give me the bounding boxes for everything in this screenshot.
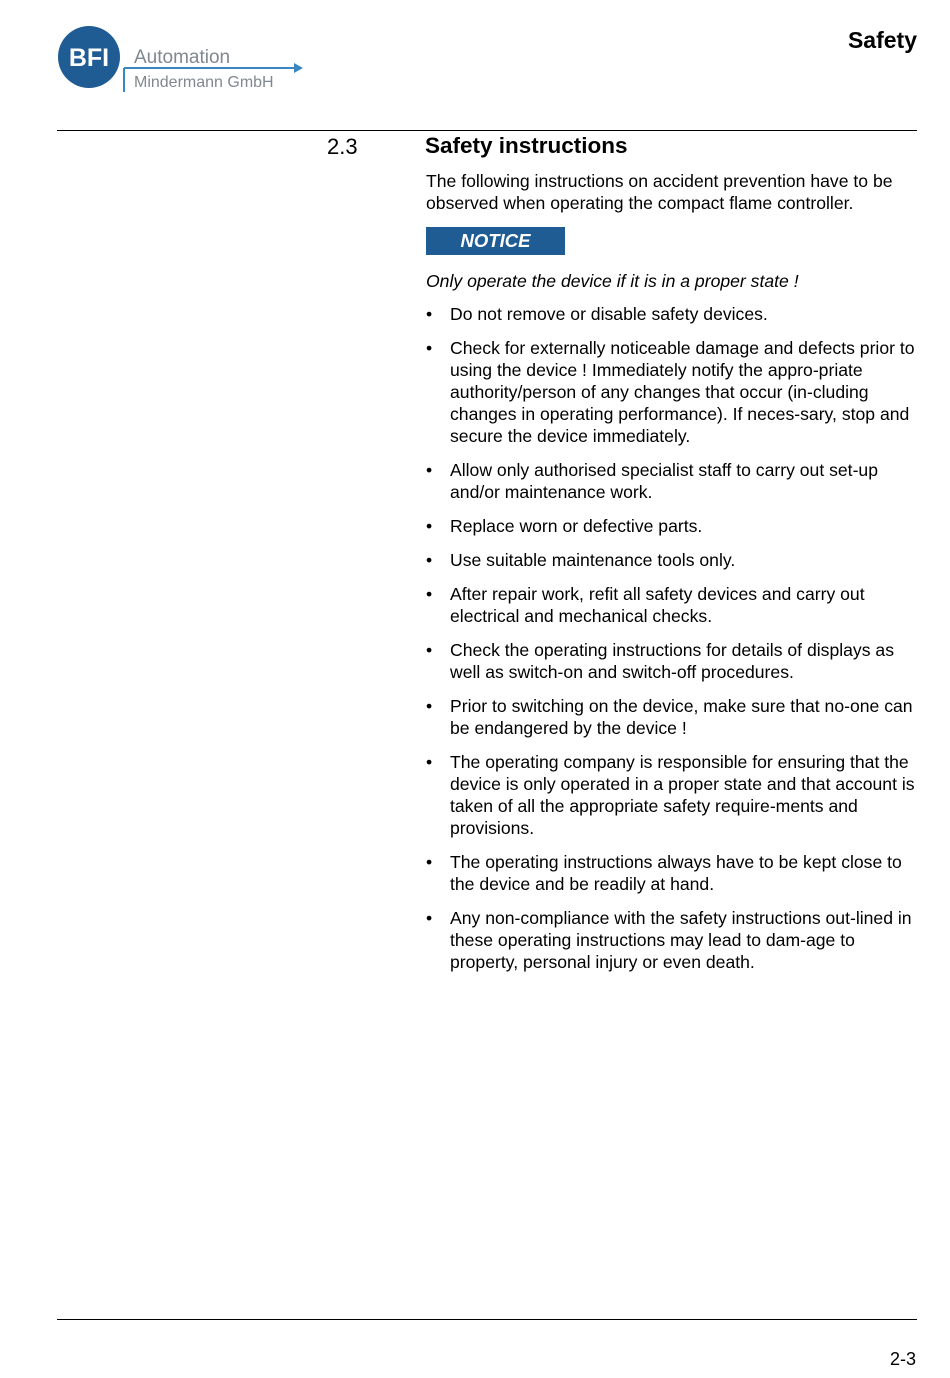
logo-line2: Mindermann GmbH — [134, 74, 274, 91]
list-item-text: Check for externally noticeable damage and defects prior to using the device ! Immediately notify the appro-priate authority/person of any changes that occur (in-cluding changes in operating performance). If neces-sary, stop and secure the device immediately. — [450, 338, 915, 446]
section-title: Safety instructions — [425, 133, 628, 158]
footer-divider — [57, 1319, 917, 1320]
notice-text: Only operate the device if it is in a proper state ! — [426, 271, 799, 291]
list-item — [426, 695, 918, 739]
intro-paragraph: The following instructions on accident prevention have to be observed when operating the compact flame controller. — [426, 171, 893, 213]
list-item-text: Allow only authorised specialist staff to carry out set-up and/or maintenance work. — [450, 460, 878, 502]
list-item — [426, 639, 918, 683]
list-item-text: Replace worn or defective parts. — [450, 516, 703, 536]
bullet-icon: • — [426, 696, 433, 716]
section-content — [426, 170, 918, 985]
bullet-icon: • — [426, 852, 433, 872]
list-item-text: The operating instructions always have to be kept close to the device and be readily at hand. — [450, 852, 902, 894]
section-number: 2.3 — [327, 134, 358, 159]
list-item-text: Any non-compliance with the safety instructions out-lined in these operating instructions may lead to dam-age to property, personal injury or even death. — [450, 908, 912, 972]
bullet-icon: • — [426, 550, 433, 570]
logo-mark: BFI — [68, 44, 110, 72]
company-logo — [58, 26, 308, 98]
list-item-text: The operating company is responsible for ensuring that the device is only operated in a proper state and that account is taken of all the appropriate safety require-ments and provisions. — [450, 752, 915, 838]
list-item — [426, 583, 918, 627]
bullet-icon: • — [426, 460, 433, 480]
list-item — [426, 515, 918, 537]
list-item-text: After repair work, refit all safety devices and carry out electrical and mechanical checks. — [450, 584, 865, 626]
list-item — [426, 303, 918, 325]
list-item-text: Prior to switching on the device, make sure that no-one can be endangered by the device ! — [450, 696, 913, 738]
safety-bullet-list — [426, 303, 918, 973]
bullet-icon: • — [426, 516, 433, 536]
bullet-icon: • — [426, 304, 433, 324]
list-item — [426, 751, 918, 839]
list-item-text: Do not remove or disable safety devices. — [450, 304, 768, 324]
list-item-text: Check the operating instructions for details of displays as well as switch-on and switch-off procedures. — [450, 640, 894, 682]
list-item — [426, 459, 918, 503]
list-item — [426, 337, 918, 447]
bullet-icon: • — [426, 584, 433, 604]
bullet-icon: • — [426, 338, 433, 358]
logo-arrow-icon — [294, 63, 303, 73]
notice-badge: NOTICE — [426, 227, 565, 255]
bullet-icon: • — [426, 640, 433, 660]
list-item — [426, 907, 918, 973]
page-number: 2-3 — [889, 1349, 916, 1369]
bullet-icon: • — [426, 752, 433, 772]
list-item-text: Use suitable maintenance tools only. — [450, 550, 736, 570]
logo-line1: Automation — [134, 47, 231, 68]
list-item — [426, 851, 918, 895]
list-item — [426, 549, 918, 571]
page-header-title: Safety — [847, 27, 917, 53]
bullet-icon: • — [426, 908, 433, 928]
